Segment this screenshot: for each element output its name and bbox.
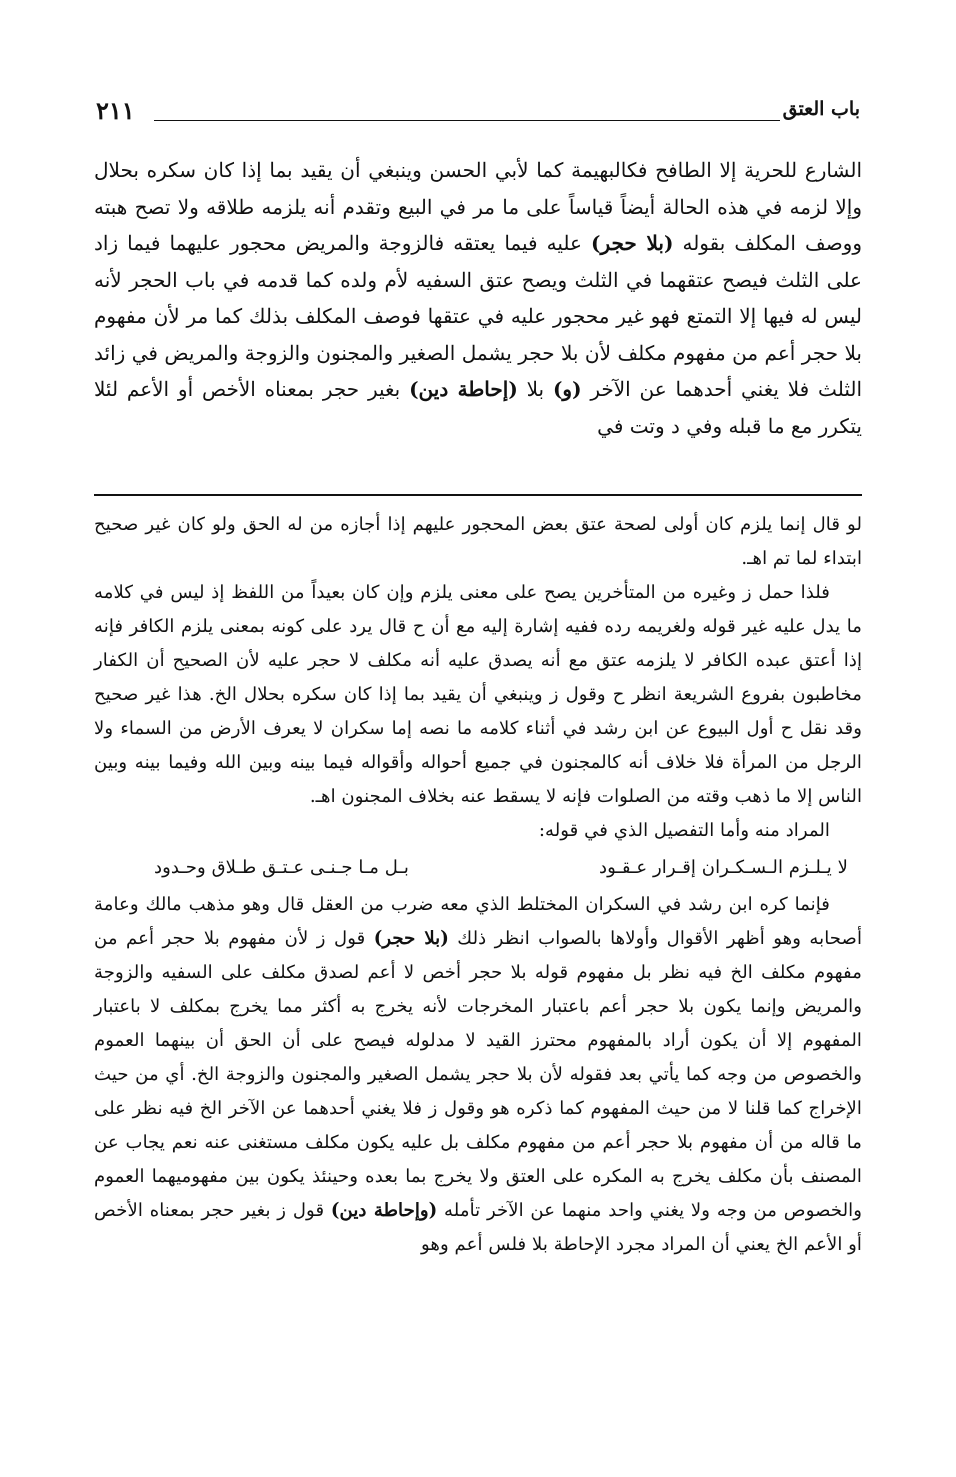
commentary-paragraph-3: المراد منه وأما التفصيل الذي في قوله: <box>538 820 830 841</box>
running-title: باب العتق <box>782 98 860 120</box>
commentary-part-e: قول ز بغير حجر بمعناه الأخص أو الأعم الخ يعني أن المراد مجرد الإحاطة بلا فلس أعم وهو <box>94 1200 862 1255</box>
main-text-part-3: بلا <box>517 377 553 401</box>
main-text-part-1: الشارع للحرية إلا الطافح فكالبهيمة كما لأبي الحسن وينبغي أن يقيد بما إذا كان سكره بحلال وإلا لزمه في هذه الحالة أيضاً قياساً على ما مر في البيع وتقدم أنه يلزمه طلاقه ولا تصح هبته ووصف المكلف بقوله <box>94 158 863 255</box>
lemma-waw: (و) <box>552 377 582 401</box>
main-text-part-4: بغير حجر بمعناه الأخص أو الأعم لئلا يتكرر مع ما قبله وفي د وتت في <box>94 377 862 438</box>
header-rule <box>154 120 780 121</box>
page-number: ٢١١ <box>96 96 135 125</box>
commentary-lemma-bila-hajr: (بلا حجر) <box>373 928 449 949</box>
commentary-part-a: فإنما كره ابن رشد في السكران المختلط الذي معه ضرب من العقل قال وهو مذهب مالك وعامة أصحابه وهو أظهر الأقوال وأولاها بالصواب انظر ذلك <box>94 894 862 949</box>
commentary-paragraph-1: لو قال إنما يلزم كان أولى لصحة عتق بعض المحجور عليهم إذا أجازه من له الحق ولو كان غير صحيح ابتداء لما تم اهـ. <box>94 514 862 569</box>
commentary <box>94 508 862 1262</box>
verse-second-hemistich: بـل مـا جـنـى عـتـق طـلاق وحـدود <box>154 857 409 878</box>
commentary-paragraph-4 <box>94 888 862 1262</box>
commentary-lemma-ihatat-dayn: (وإحاطة دين) <box>330 1200 438 1221</box>
commentary-divider <box>94 494 862 496</box>
verse-first-hemistich: لا يـلـزم الـسـكـران إقـرار عـقـود <box>599 857 848 878</box>
main-text <box>94 152 862 444</box>
lemma-ihatat-dayn: (إحاطة دين) <box>409 377 518 401</box>
main-text-part-2: عليه فيما يعتقه فالزوجة والمريض محجور عليهما فيما زاد على الثلث فيصح عتقهما في الثلث ويصح عتق السفيه لأم ولده كما قدمه في باب الحجر لأنه ليس له فيها إلا التمتع فهو غير محجور عليه في عتقها فوصف المكلف بذلك كما مر لأن مفهوم بلا حجر أعم من مفهوم مكلف لأن بلا حجر يشمل الصغير والمجنون والزوجة والمريض في زائد الثلث فلا يغني أحدهما عن الآخر <box>94 231 862 401</box>
verse <box>94 848 862 888</box>
lemma-bila-hajr: (بلا حجر) <box>591 231 674 255</box>
commentary-part-c: قول ز لأن مفهوم بلا حجر أعم من مفهوم مكلف الخ فيه نظر بل مفهوم قوله بلا حجر أخص لا أعم لصدق مكلف على السفيه والزوجة والمريض وإنما يكون بلا حجر أعم باعتبار المخرجات لأنه يخرج به أكثر مما يخرج بمكلف لا باعتبار المفهوم إلا أن يكون أراد بالمفهوم محترز القيد لا مدلوله فيصح على أن الحق أن بينهما العموم والخصوص من وجه كما يأتي بعد فقوله لأن بلا حجر يشمل الصغير والمجنون والزوجة الخ. أي من حيث الإخراج كما قلنا لا من حيث المفهوم كما ذكره هو وقول ز فلا يغني أحدهما عن الآخر الخ فيه نظر على ما قاله من أن مفهوم بلا حجر أعم من مفهوم مكلف بل عليه يكون مكلف مستغنى عنه نعم يجاب عن المصنف بأن مكلف يخرج به المكره على العتق ولا يخرج بما بعده وحينئذ يكون بين مفهوميهما العموم والخصوص من وجه ولا يغني واحد منهما عن الآخر تأمله <box>94 928 863 1221</box>
page-header <box>96 98 860 132</box>
commentary-paragraph-2: فلذا حمل ز وغيره من المتأخرين يصح على معنى يلزم وإن كان بعيداً من اللفظ إذ ليس في كلامه ما يدل عليه غير قوله ولغريمه رده ففيه إشارة إليه مع أن ح قال يرد على كونه بمعنى يلزم الكافر فإنه إذا أعتق عبده الكافر لا يلزمه عتق مع أنه يصدق عليه أنه مكلف لا حجر عليه لأن الصحيح أن الكفار مخاطبون بفروع الشريعة انظر ح وقول ز وينبغي أن يقيد بما إذا كان سكره بحلال الخ. هذا غير صحيح وقد نقل ح أول البيوع عن ابن رشد في أثناء كلامه ما نصه إما سكران لا يعرف الأرض من السماء ولا الرجل من المرأة فلا خلاف أنه كالمجنون في جميع أحواله وأقواله فيما بينه وبين الله وفيما بينه وبين الناس إلا ما ذهب وقته من الصلوات فإنه لا يسقط عنه بخلاف المجنون اهـ. <box>94 582 862 807</box>
